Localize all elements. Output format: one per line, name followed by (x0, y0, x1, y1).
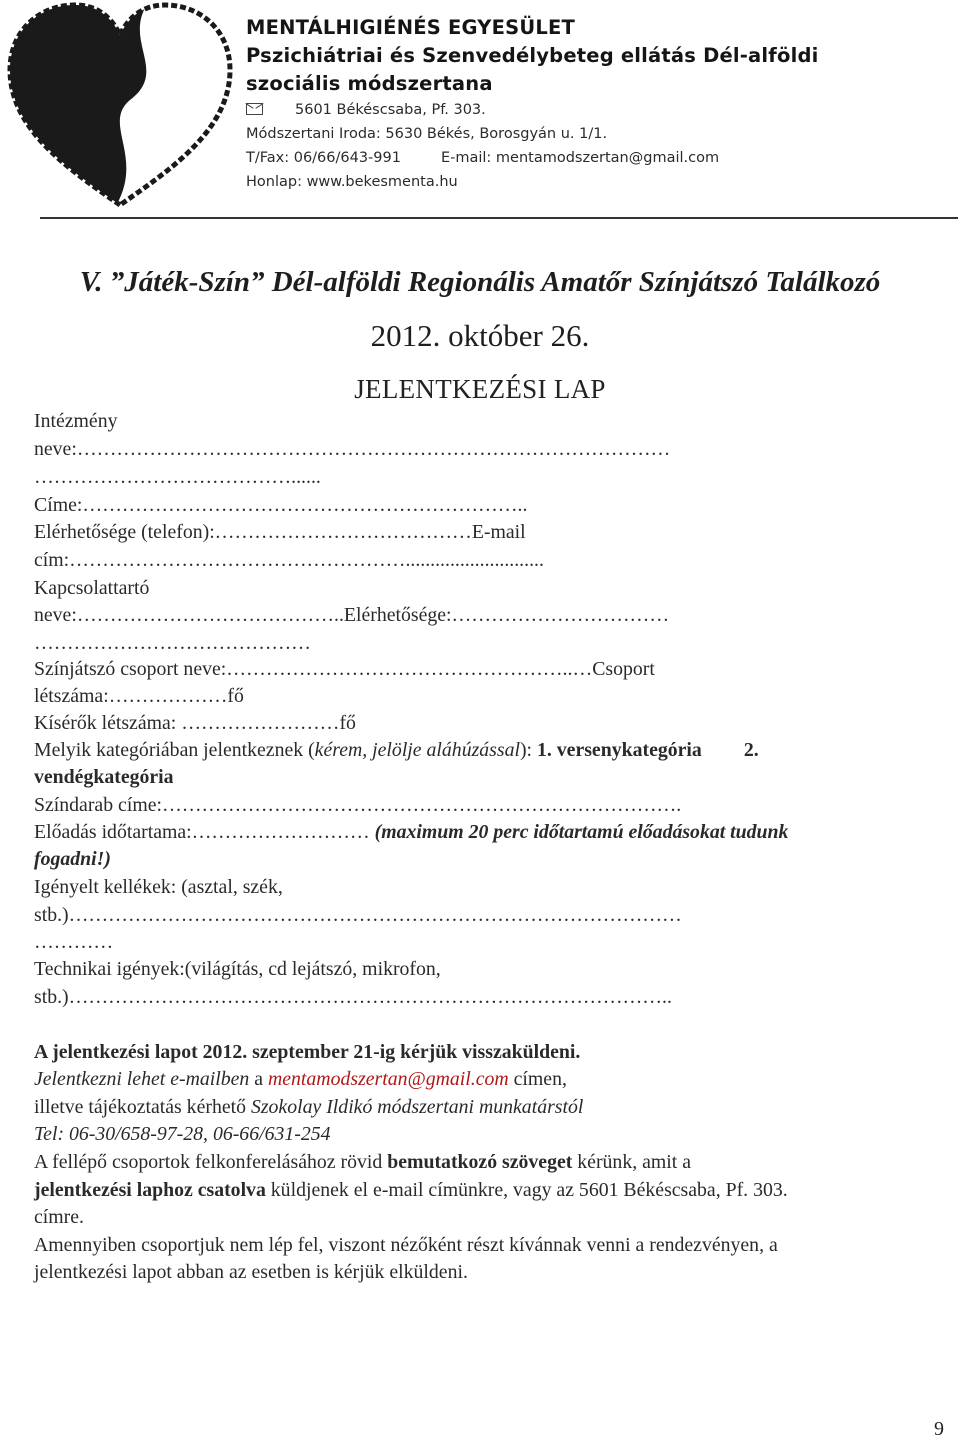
page-number: 9 (934, 1418, 944, 1440)
spectator-note-cont: jelentkezési lapot abban az esetben is kérjük elküldeni. (34, 1261, 468, 1283)
form-play-title-field: Színdarab címe:……………………………………………………………………. (34, 794, 682, 816)
form-props-field-cont: ………… (34, 931, 114, 953)
intro-text-a: A fellépő csoportok felkonferelásához rövid (34, 1151, 388, 1173)
duration-note: (maximum 20 perc időtartamú előadásokat tudunk (374, 821, 789, 843)
postal-address: 5601 Békéscsaba, Pf. 303. (295, 102, 486, 118)
email-instruction (34, 1068, 567, 1091)
attach-instruction (34, 1179, 788, 1202)
deadline-notice (34, 1041, 580, 1064)
email-end: címen, (508, 1068, 567, 1090)
email-intro: Jelentkezni lehet e-mailben (34, 1068, 250, 1090)
form-escorts-field: Kísérők létszáma: ……………………fő (34, 712, 356, 734)
website: Honlap: www.bekesmenta.hu (246, 174, 458, 190)
letterhead (246, 14, 946, 194)
phone-numbers: Tel: 06-30/658-97-28, 06-66/631-254 (34, 1123, 331, 1145)
attach-rest: küldjenek el e-mail címünkre, vagy az 5601 Békéscsaba, Pf. 303. (265, 1179, 788, 1201)
form-contact-reach-cont: …………………………………… (34, 632, 311, 654)
envelope-icon (246, 103, 263, 115)
form-institution-name-field: neve:……………………………………………………………………………… (34, 438, 671, 460)
info-prefix: illetve tájékoztatás kérhető (34, 1096, 251, 1118)
info-person: Szokolay Ildikó módszertani munkatárstól (250, 1096, 584, 1118)
form-institution-label: Intézmény (34, 410, 118, 432)
form-institution-name-cont: …………………………………...... (34, 466, 321, 488)
form-group-name-field: Színjátszó csoport neve:……………………………………………..…Csoport (34, 658, 655, 680)
contact-phones (34, 1123, 331, 1146)
category-option-1: 1. versenykategória (537, 739, 702, 761)
address-end: címre. (34, 1206, 84, 1228)
form-duration-field (34, 821, 788, 844)
category-prompt: Melyik kategóriában jelentkeznek ( (34, 739, 315, 761)
org-subtitle-2: szociális módszertana (246, 72, 493, 95)
category-option-2-label: vendégkategória (34, 766, 174, 788)
intro-text-request (34, 1151, 691, 1174)
intro-text-c: kérünk, amit a (572, 1151, 691, 1173)
intro-text-b: bemutatkozó szöveget (387, 1151, 573, 1173)
org-name: MENTÁLHIGIÉNÉS EGYESÜLET (246, 16, 576, 39)
info-contact (34, 1096, 583, 1119)
form-contact-name-field: neve:…………………………………..Elérhetősége:…………………………… (34, 604, 670, 626)
form-category-option-2 (34, 766, 174, 789)
form-address-field: Címe:………………………………………………………….. (34, 494, 528, 516)
form-contact-label: Kapcsolattartó (34, 577, 150, 599)
header-email: E-mail: mentamodszertan@gmail.com (440, 150, 720, 166)
deadline-text: A jelentkezési lapot 2012. szeptember 21-ig kérjük visszaküldeni. (34, 1041, 581, 1063)
attach-bold: jelentkezési laphoz csatolva (34, 1179, 266, 1201)
event-title: V. ”Játék-Szín” Dél-alföldi Regionális Amatőr Színjátszó Találkozó (79, 266, 881, 298)
form-duration-note-cont (34, 848, 111, 871)
phone-fax: T/Fax: 06/66/643-991 (246, 150, 401, 166)
form-title: JELENTKEZÉSI LAP (354, 374, 606, 404)
postal-address-line (246, 98, 946, 122)
category-instruction: kérem, jelölje aláhúzással (314, 739, 520, 761)
contact-phone-email (246, 146, 946, 170)
email-mid: a (249, 1068, 268, 1090)
org-subtitle-1: Pszichiátriai és Szenvedélybeteg ellátás Dél-alföldi (246, 44, 819, 67)
form-phone-field: Elérhetősége (telefon):…………………………………E-mail (34, 521, 526, 543)
duration-note-end: fogadni!) (34, 848, 111, 870)
form-props-label: Igényelt kellékek: (asztal, szék, (34, 876, 283, 898)
duration-label: Előadás időtartama:……………………… (34, 821, 370, 843)
category-colon: ): (519, 739, 537, 761)
form-category-question (34, 739, 759, 762)
form-group-size-field: létszáma:………………fő (34, 685, 244, 707)
category-option-2-number: 2. (743, 739, 759, 761)
email-link[interactable]: mentamodszertan@gmail.com (267, 1068, 509, 1090)
form-props-field: stb.)………………………………………………………………………………… (34, 904, 682, 926)
spectator-note: Amennyiben csoportjuk nem lép fel, viszont nézőként részt kívánnak venni a rendezvényen, a (34, 1234, 778, 1256)
form-technical-field: stb.)……………………………………………………………………………….. (34, 986, 672, 1008)
form-email-field: cím:……………………………………………............................ (34, 549, 544, 571)
form-technical-label: Technikai igények:(világítás, cd lejátszó, mikrofon, (34, 958, 441, 980)
event-date: 2012. október 26. (370, 318, 590, 353)
header-divider (40, 217, 958, 219)
office-address: Módszertani Iroda: 5630 Békés, Borosgyán u. 1/1. (246, 126, 608, 142)
heart-logo (0, 0, 240, 215)
